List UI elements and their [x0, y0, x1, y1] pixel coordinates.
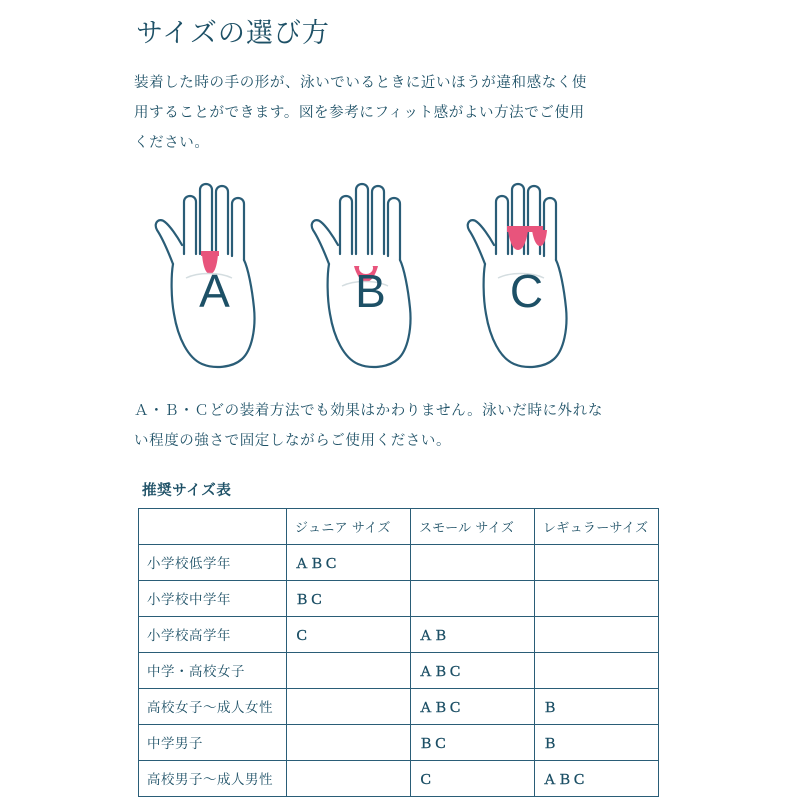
row-value-junior: Ｃ	[287, 616, 411, 652]
hand-diagram-b	[296, 168, 446, 383]
row-value-small: ＡＢＣ	[411, 652, 535, 688]
table-col-junior: ジュニア サイズ	[287, 508, 411, 544]
row-label: 小学校低学年	[139, 544, 287, 580]
table-row	[139, 760, 659, 796]
content-column	[130, 0, 670, 797]
row-label: 小学校高学年	[139, 616, 287, 652]
row-value-small: ＡＢ	[411, 616, 535, 652]
table-heading: 推奨サイズ表	[142, 482, 232, 499]
row-value-regular	[535, 616, 659, 652]
row-value-junior: ＢＣ	[287, 580, 411, 616]
row-value-small: ＡＢＣ	[411, 688, 535, 724]
page-title: サイズの選び方	[136, 18, 330, 48]
table-row	[139, 580, 659, 616]
row-label: 高校男子～成人男性	[139, 760, 287, 796]
row-value-junior: ＡＢＣ	[287, 544, 411, 580]
row-value-regular	[535, 652, 659, 688]
row-value-junior	[287, 688, 411, 724]
row-label: 高校女子～成人女性	[139, 688, 287, 724]
table-corner-cell	[139, 508, 287, 544]
recommended-size-table	[138, 508, 659, 797]
row-value-small	[411, 580, 535, 616]
row-value-regular: Ｂ	[535, 688, 659, 724]
hand-diagram-c	[452, 168, 602, 383]
table-row	[139, 616, 659, 652]
row-value-regular	[535, 544, 659, 580]
row-value-small	[411, 544, 535, 580]
row-value-junior	[287, 724, 411, 760]
hand-diagrams	[130, 168, 670, 383]
hand-letter-b: B	[355, 265, 387, 318]
table-header-row	[139, 508, 659, 544]
row-value-junior	[287, 652, 411, 688]
note-paragraph: Ａ・Ｂ・Ｃどの装着方法でも効果はかわりません。泳いだ時に外れない程度の強さで固定しながらご使用ください。	[134, 403, 603, 449]
table-row	[139, 724, 659, 760]
hand-diagram-a	[140, 168, 290, 383]
row-label: 中学・高校女子	[139, 652, 287, 688]
table-row	[139, 688, 659, 724]
table-row	[139, 544, 659, 580]
row-value-junior	[287, 760, 411, 796]
row-label: 小学校中学年	[139, 580, 287, 616]
row-value-small: ＢＣ	[411, 724, 535, 760]
row-value-regular: ＡＢＣ	[535, 760, 659, 796]
row-value-regular	[535, 580, 659, 616]
intro-paragraph: 装着した時の手の形が、泳いでいるときに近いほうが違和感なく使用することができます。図を参考にフィット感がよい方法でご使用ください。	[134, 75, 587, 151]
table-row	[139, 652, 659, 688]
hand-letter-c: C	[509, 265, 545, 318]
table-col-small: スモール サイズ	[411, 508, 535, 544]
table-col-regular: レギュラーサイズ	[535, 508, 659, 544]
hand-letter-a: A	[199, 265, 231, 318]
row-label: 中学男子	[139, 724, 287, 760]
row-value-small: Ｃ	[411, 760, 535, 796]
row-value-regular: Ｂ	[535, 724, 659, 760]
